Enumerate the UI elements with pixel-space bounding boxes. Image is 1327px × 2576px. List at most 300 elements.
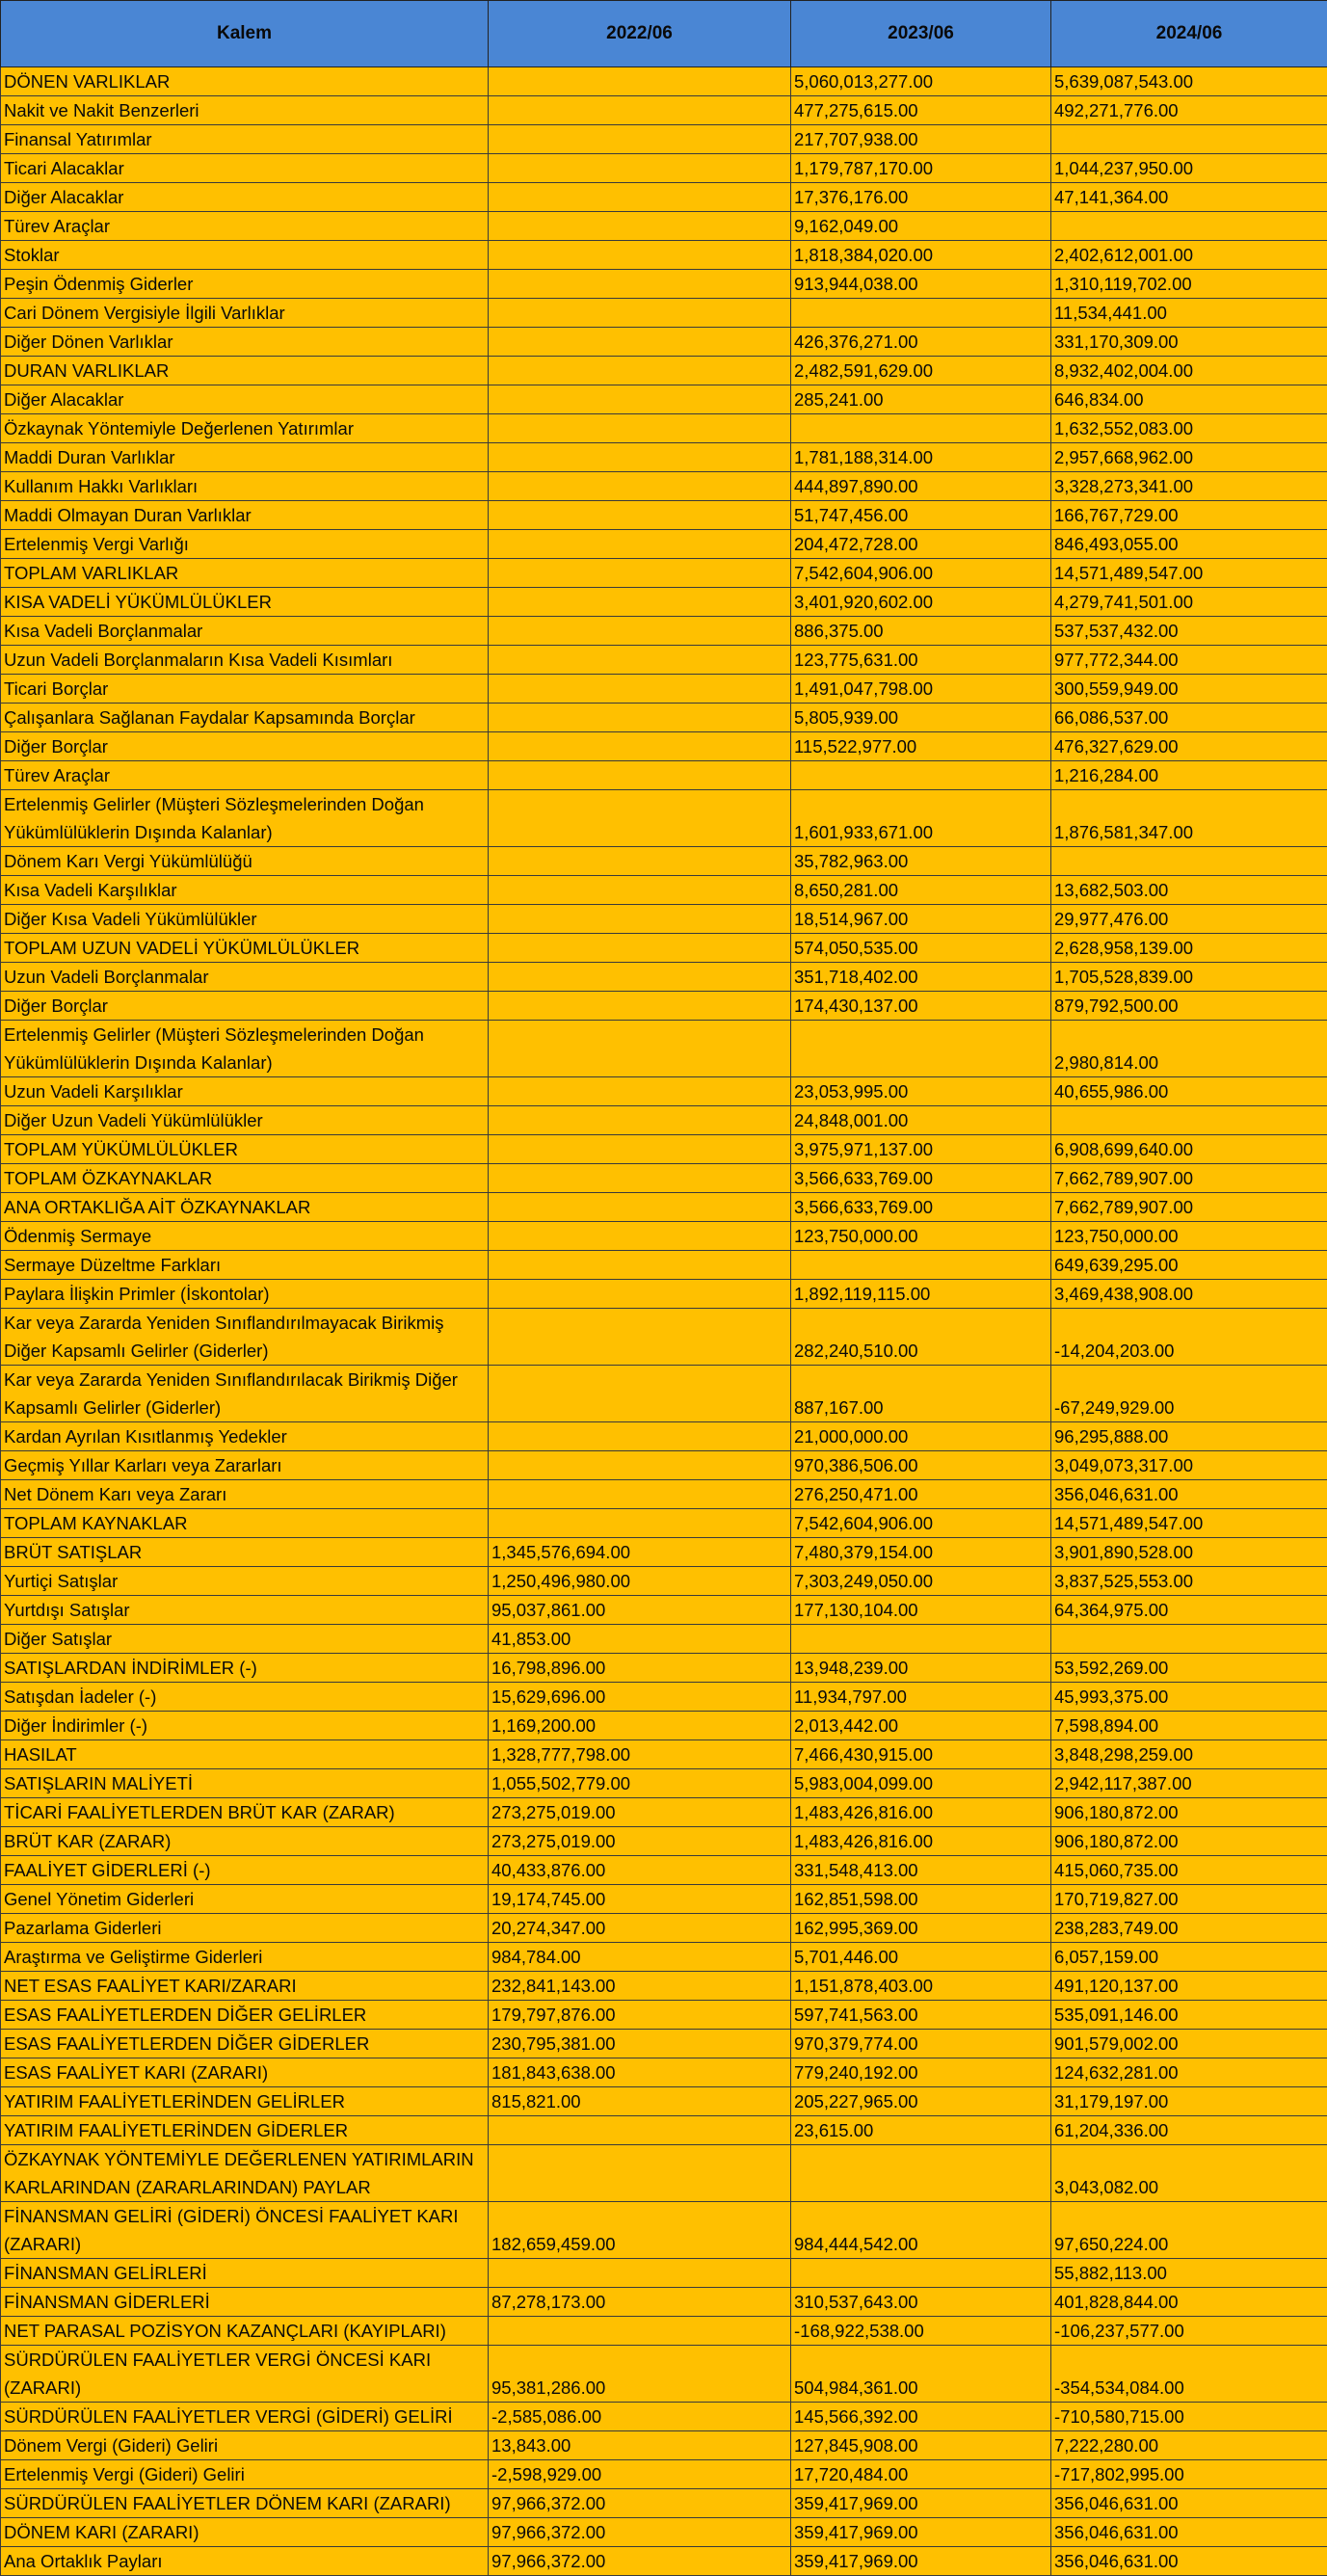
value-2024-06-cell[interactable]: 14,571,489,547.00	[1051, 559, 1327, 588]
value-2024-06-cell[interactable]: 13,682,503.00	[1051, 876, 1327, 905]
value-2023-06-cell[interactable]: 426,376,271.00	[791, 328, 1051, 357]
kalem-cell[interactable]: Genel Yönetim Giderleri	[1, 1885, 489, 1914]
value-2022-06-cell[interactable]	[489, 1222, 791, 1251]
value-2023-06-cell[interactable]: 477,275,615.00	[791, 96, 1051, 125]
value-2022-06-cell[interactable]: 20,274,347.00	[489, 1914, 791, 1943]
value-2024-06-cell[interactable]: 331,170,309.00	[1051, 328, 1327, 357]
kalem-cell[interactable]: Ana Ortaklık Payları	[1, 2547, 489, 2576]
value-2023-06-cell[interactable]: 5,805,939.00	[791, 704, 1051, 732]
kalem-cell[interactable]: Kısa Vadeli Borçlanmalar	[1, 617, 489, 646]
value-2024-06-cell[interactable]: 4,279,741,501.00	[1051, 588, 1327, 617]
value-2024-06-cell[interactable]: 901,579,002.00	[1051, 2030, 1327, 2058]
value-2023-06-cell[interactable]	[791, 1021, 1051, 1077]
value-2022-06-cell[interactable]: 181,843,638.00	[489, 2058, 791, 2087]
value-2023-06-cell[interactable]: 1,483,426,816.00	[791, 1827, 1051, 1856]
kalem-cell[interactable]: Paylara İlişkin Primler (İskontolar)	[1, 1280, 489, 1309]
value-2024-06-cell[interactable]: 3,043,082.00	[1051, 2145, 1327, 2202]
value-2022-06-cell[interactable]	[489, 732, 791, 761]
value-2023-06-cell[interactable]: 2,013,442.00	[791, 1712, 1051, 1740]
kalem-cell[interactable]: Yurtdışı Satışlar	[1, 1596, 489, 1625]
value-2022-06-cell[interactable]	[489, 299, 791, 328]
value-2023-06-cell[interactable]: 5,701,446.00	[791, 1943, 1051, 1972]
value-2024-06-cell[interactable]: 7,662,789,907.00	[1051, 1164, 1327, 1193]
value-2023-06-cell[interactable]: 9,162,049.00	[791, 212, 1051, 241]
value-2022-06-cell[interactable]: 273,275,019.00	[489, 1798, 791, 1827]
value-2024-06-cell[interactable]: 356,046,631.00	[1051, 2489, 1327, 2518]
value-2022-06-cell[interactable]: 1,169,200.00	[489, 1712, 791, 1740]
kalem-cell[interactable]: BRÜT SATIŞLAR	[1, 1538, 489, 1567]
kalem-cell[interactable]: BRÜT KAR (ZARAR)	[1, 1827, 489, 1856]
kalem-cell[interactable]: Pazarlama Giderleri	[1, 1914, 489, 1943]
value-2024-06-cell[interactable]: 96,295,888.00	[1051, 1422, 1327, 1451]
value-2022-06-cell[interactable]	[489, 992, 791, 1021]
kalem-cell[interactable]: Dönem Vergi (Gideri) Geliri	[1, 2431, 489, 2460]
value-2023-06-cell[interactable]: 574,050,535.00	[791, 934, 1051, 963]
value-2023-06-cell[interactable]: 779,240,192.00	[791, 2058, 1051, 2087]
kalem-cell[interactable]: ESAS FAALİYET KARI (ZARARI)	[1, 2058, 489, 2087]
value-2023-06-cell[interactable]: 1,781,188,314.00	[791, 443, 1051, 472]
value-2023-06-cell[interactable]: 913,944,038.00	[791, 270, 1051, 299]
value-2022-06-cell[interactable]	[489, 1021, 791, 1077]
value-2023-06-cell[interactable]: 204,472,728.00	[791, 530, 1051, 559]
value-2024-06-cell[interactable]: 238,283,749.00	[1051, 1914, 1327, 1943]
value-2024-06-cell[interactable]: 47,141,364.00	[1051, 183, 1327, 212]
value-2022-06-cell[interactable]	[489, 472, 791, 501]
kalem-cell[interactable]: Cari Dönem Vergisiyle İlgili Varlıklar	[1, 299, 489, 328]
value-2023-06-cell[interactable]: 886,375.00	[791, 617, 1051, 646]
kalem-cell[interactable]: Geçmiş Yıllar Karları veya Zararları	[1, 1451, 489, 1480]
kalem-cell[interactable]: Ertelenmiş Gelirler (Müşteri Sözleşmelerinden Doğan Yükümlülüklerin Dışında Kalanlar)	[1, 790, 489, 847]
kalem-cell[interactable]: Ticari Alacaklar	[1, 154, 489, 183]
value-2023-06-cell[interactable]: 162,851,598.00	[791, 1885, 1051, 1914]
value-2023-06-cell[interactable]: 145,566,392.00	[791, 2403, 1051, 2431]
value-2023-06-cell[interactable]	[791, 1251, 1051, 1280]
value-2022-06-cell[interactable]: 984,784.00	[489, 1943, 791, 1972]
value-2024-06-cell[interactable]: 906,180,872.00	[1051, 1827, 1327, 1856]
value-2024-06-cell[interactable]: 61,204,336.00	[1051, 2116, 1327, 2145]
kalem-cell[interactable]: Uzun Vadeli Borçlanmaların Kısa Vadeli Kısımları	[1, 646, 489, 675]
value-2024-06-cell[interactable]	[1051, 847, 1327, 876]
value-2024-06-cell[interactable]: 649,639,295.00	[1051, 1251, 1327, 1280]
value-2023-06-cell[interactable]: 282,240,510.00	[791, 1309, 1051, 1366]
value-2024-06-cell[interactable]: -106,237,577.00	[1051, 2317, 1327, 2346]
value-2022-06-cell[interactable]	[489, 934, 791, 963]
value-2022-06-cell[interactable]	[489, 241, 791, 270]
kalem-cell[interactable]: Diğer İndirimler (-)	[1, 1712, 489, 1740]
kalem-cell[interactable]: Sermaye Düzeltme Farkları	[1, 1251, 489, 1280]
kalem-cell[interactable]: SÜRDÜRÜLEN FAALİYETLER VERGİ (GİDERİ) GELİRİ	[1, 2403, 489, 2431]
value-2023-06-cell[interactable]: 35,782,963.00	[791, 847, 1051, 876]
kalem-cell[interactable]: Satışdan İadeler (-)	[1, 1683, 489, 1712]
value-2022-06-cell[interactable]	[489, 443, 791, 472]
kalem-cell[interactable]: DÖNEM KARI (ZARARI)	[1, 2518, 489, 2547]
value-2022-06-cell[interactable]	[489, 183, 791, 212]
value-2024-06-cell[interactable]: 170,719,827.00	[1051, 1885, 1327, 1914]
value-2022-06-cell[interactable]	[489, 1164, 791, 1193]
value-2022-06-cell[interactable]	[489, 905, 791, 934]
value-2023-06-cell[interactable]: 3,401,920,602.00	[791, 588, 1051, 617]
value-2024-06-cell[interactable]: 2,628,958,139.00	[1051, 934, 1327, 963]
value-2022-06-cell[interactable]: 179,797,876.00	[489, 2001, 791, 2030]
kalem-cell[interactable]: TOPLAM KAYNAKLAR	[1, 1509, 489, 1538]
value-2022-06-cell[interactable]: 97,966,372.00	[489, 2489, 791, 2518]
value-2023-06-cell[interactable]: 5,060,013,277.00	[791, 67, 1051, 96]
value-2023-06-cell[interactable]: 123,775,631.00	[791, 646, 1051, 675]
kalem-cell[interactable]: TOPLAM ÖZKAYNAKLAR	[1, 1164, 489, 1193]
value-2024-06-cell[interactable]: 66,086,537.00	[1051, 704, 1327, 732]
value-2023-06-cell[interactable]: 3,975,971,137.00	[791, 1135, 1051, 1164]
value-2022-06-cell[interactable]	[489, 212, 791, 241]
value-2024-06-cell[interactable]: 29,977,476.00	[1051, 905, 1327, 934]
kalem-cell[interactable]: FAALİYET GİDERLERİ (-)	[1, 1856, 489, 1885]
value-2022-06-cell[interactable]	[489, 2317, 791, 2346]
value-2023-06-cell[interactable]: 3,566,633,769.00	[791, 1193, 1051, 1222]
kalem-cell[interactable]: Kısa Vadeli Karşılıklar	[1, 876, 489, 905]
kalem-cell[interactable]: Ticari Borçlar	[1, 675, 489, 704]
kalem-cell[interactable]: TOPLAM VARLIKLAR	[1, 559, 489, 588]
value-2024-06-cell[interactable]: 97,650,224.00	[1051, 2202, 1327, 2259]
kalem-cell[interactable]: ANA ORTAKLIĞA AİT ÖZKAYNAKLAR	[1, 1193, 489, 1222]
kalem-cell[interactable]: FİNANSMAN GELİRLERİ	[1, 2259, 489, 2288]
value-2024-06-cell[interactable]: 1,632,552,083.00	[1051, 414, 1327, 443]
value-2024-06-cell[interactable]: 3,469,438,908.00	[1051, 1280, 1327, 1309]
value-2022-06-cell[interactable]	[489, 154, 791, 183]
kalem-cell[interactable]: Kardan Ayrılan Kısıtlanmış Yedekler	[1, 1422, 489, 1451]
value-2022-06-cell[interactable]	[489, 385, 791, 414]
value-2023-06-cell[interactable]: 17,376,176.00	[791, 183, 1051, 212]
value-2024-06-cell[interactable]: 7,662,789,907.00	[1051, 1193, 1327, 1222]
value-2023-06-cell[interactable]: 1,818,384,020.00	[791, 241, 1051, 270]
value-2023-06-cell[interactable]: 1,483,426,816.00	[791, 1798, 1051, 1827]
value-2023-06-cell[interactable]: 984,444,542.00	[791, 2202, 1051, 2259]
kalem-cell[interactable]: Ödenmiş Sermaye	[1, 1222, 489, 1251]
kalem-cell[interactable]: Diğer Alacaklar	[1, 183, 489, 212]
value-2023-06-cell[interactable]: 1,892,119,115.00	[791, 1280, 1051, 1309]
value-2022-06-cell[interactable]: 95,037,861.00	[489, 1596, 791, 1625]
kalem-cell[interactable]: Diğer Alacaklar	[1, 385, 489, 414]
value-2024-06-cell[interactable]: 53,592,269.00	[1051, 1654, 1327, 1683]
value-2022-06-cell[interactable]	[489, 1135, 791, 1164]
value-2024-06-cell[interactable]: 2,402,612,001.00	[1051, 241, 1327, 270]
value-2023-06-cell[interactable]: 444,897,890.00	[791, 472, 1051, 501]
kalem-cell[interactable]: SATIŞLARIN MALİYETİ	[1, 1769, 489, 1798]
value-2023-06-cell[interactable]: 1,151,878,403.00	[791, 1972, 1051, 2001]
value-2022-06-cell[interactable]	[489, 96, 791, 125]
value-2023-06-cell[interactable]: 123,750,000.00	[791, 1222, 1051, 1251]
kalem-cell[interactable]: Araştırma ve Geliştirme Giderleri	[1, 1943, 489, 1972]
value-2022-06-cell[interactable]	[489, 1077, 791, 1106]
value-2022-06-cell[interactable]	[489, 847, 791, 876]
value-2024-06-cell[interactable]: -14,204,203.00	[1051, 1309, 1327, 1366]
value-2023-06-cell[interactable]	[791, 2145, 1051, 2202]
value-2023-06-cell[interactable]: 7,542,604,906.00	[791, 1509, 1051, 1538]
value-2022-06-cell[interactable]: 41,853.00	[489, 1625, 791, 1654]
value-2024-06-cell[interactable]: 8,932,402,004.00	[1051, 357, 1327, 385]
value-2022-06-cell[interactable]	[489, 1193, 791, 1222]
kalem-cell[interactable]: Diğer Borçlar	[1, 732, 489, 761]
value-2023-06-cell[interactable]: 359,417,969.00	[791, 2489, 1051, 2518]
value-2022-06-cell[interactable]: 15,629,696.00	[489, 1683, 791, 1712]
kalem-cell[interactable]: Net Dönem Karı veya Zararı	[1, 1480, 489, 1509]
header-2022-06[interactable]: 2022/06	[489, 1, 791, 67]
value-2022-06-cell[interactable]: -2,598,929.00	[489, 2460, 791, 2489]
value-2024-06-cell[interactable]: 1,216,284.00	[1051, 761, 1327, 790]
value-2022-06-cell[interactable]	[489, 1366, 791, 1422]
kalem-cell[interactable]: Diğer Dönen Varlıklar	[1, 328, 489, 357]
kalem-cell[interactable]: ÖZKAYNAK YÖNTEMİYLE DEĞERLENEN YATIRIMLARIN KARLARINDAN (ZARARLARINDAN) PAYLAR	[1, 2145, 489, 2202]
value-2022-06-cell[interactable]: 13,843.00	[489, 2431, 791, 2460]
kalem-cell[interactable]: Ertelenmiş Gelirler (Müşteri Sözleşmelerinden Doğan Yükümlülüklerin Dışında Kalanlar)	[1, 1021, 489, 1077]
value-2023-06-cell[interactable]: 359,417,969.00	[791, 2518, 1051, 2547]
kalem-cell[interactable]: FİNANSMAN GİDERLERİ	[1, 2288, 489, 2317]
value-2024-06-cell[interactable]: 3,328,273,341.00	[1051, 472, 1327, 501]
value-2024-06-cell[interactable]: 977,772,344.00	[1051, 646, 1327, 675]
kalem-cell[interactable]: Kar veya Zararda Yeniden Sınıflandırılacak Birikmiş Diğer Kapsamlı Gelirler (Giderler)	[1, 1366, 489, 1422]
kalem-cell[interactable]: Peşin Ödenmiş Giderler	[1, 270, 489, 299]
kalem-cell[interactable]: NET ESAS FAALİYET KARI/ZARARI	[1, 1972, 489, 2001]
value-2022-06-cell[interactable]	[489, 704, 791, 732]
value-2023-06-cell[interactable]: 887,167.00	[791, 1366, 1051, 1422]
value-2023-06-cell[interactable]: 970,386,506.00	[791, 1451, 1051, 1480]
value-2024-06-cell[interactable]: 3,837,525,553.00	[1051, 1567, 1327, 1596]
value-2023-06-cell[interactable]: 7,466,430,915.00	[791, 1740, 1051, 1769]
value-2023-06-cell[interactable]: 18,514,967.00	[791, 905, 1051, 934]
value-2023-06-cell[interactable]: 177,130,104.00	[791, 1596, 1051, 1625]
value-2022-06-cell[interactable]	[489, 67, 791, 96]
kalem-cell[interactable]: NET PARASAL POZİSYON KAZANÇLARI (KAYIPLARI)	[1, 2317, 489, 2346]
kalem-cell[interactable]: Yurtiçi Satışlar	[1, 1567, 489, 1596]
kalem-cell[interactable]: Maddi Olmayan Duran Varlıklar	[1, 501, 489, 530]
value-2022-06-cell[interactable]	[489, 1280, 791, 1309]
value-2023-06-cell[interactable]: 597,741,563.00	[791, 2001, 1051, 2030]
value-2024-06-cell[interactable]: 1,705,528,839.00	[1051, 963, 1327, 992]
value-2023-06-cell[interactable]: 1,179,787,170.00	[791, 154, 1051, 183]
value-2024-06-cell[interactable]: 40,655,986.00	[1051, 1077, 1327, 1106]
kalem-cell[interactable]: TİCARİ FAALİYETLERDEN BRÜT KAR (ZARAR)	[1, 1798, 489, 1827]
value-2023-06-cell[interactable]: 174,430,137.00	[791, 992, 1051, 1021]
value-2022-06-cell[interactable]: 19,174,745.00	[489, 1885, 791, 1914]
value-2023-06-cell[interactable]	[791, 1625, 1051, 1654]
value-2022-06-cell[interactable]	[489, 2145, 791, 2202]
kalem-cell[interactable]: Diğer Satışlar	[1, 1625, 489, 1654]
value-2022-06-cell[interactable]: 230,795,381.00	[489, 2030, 791, 2058]
kalem-cell[interactable]: Nakit ve Nakit Benzerleri	[1, 96, 489, 125]
value-2023-06-cell[interactable]: 127,845,908.00	[791, 2431, 1051, 2460]
value-2023-06-cell[interactable]: 276,250,471.00	[791, 1480, 1051, 1509]
value-2024-06-cell[interactable]: 535,091,146.00	[1051, 2001, 1327, 2030]
value-2022-06-cell[interactable]	[489, 646, 791, 675]
header-kalem[interactable]: Kalem	[1, 1, 489, 67]
kalem-cell[interactable]: Çalışanlara Sağlanan Faydalar Kapsamında Borçlar	[1, 704, 489, 732]
value-2024-06-cell[interactable]: 55,882,113.00	[1051, 2259, 1327, 2288]
value-2023-06-cell[interactable]: 7,303,249,050.00	[791, 1567, 1051, 1596]
value-2023-06-cell[interactable]	[791, 299, 1051, 328]
value-2022-06-cell[interactable]: 1,055,502,779.00	[489, 1769, 791, 1798]
value-2024-06-cell[interactable]	[1051, 1106, 1327, 1135]
value-2024-06-cell[interactable]: 166,767,729.00	[1051, 501, 1327, 530]
header-2023-06[interactable]: 2023/06	[791, 1, 1051, 67]
kalem-cell[interactable]: TOPLAM UZUN VADELİ YÜKÜMLÜLÜKLER	[1, 934, 489, 963]
value-2022-06-cell[interactable]: 182,659,459.00	[489, 2202, 791, 2259]
value-2022-06-cell[interactable]	[489, 125, 791, 154]
value-2024-06-cell[interactable]: 2,957,668,962.00	[1051, 443, 1327, 472]
kalem-cell[interactable]: Kullanım Hakkı Varlıkları	[1, 472, 489, 501]
value-2024-06-cell[interactable]: 879,792,500.00	[1051, 992, 1327, 1021]
value-2024-06-cell[interactable]: 5,639,087,543.00	[1051, 67, 1327, 96]
value-2024-06-cell[interactable]: 3,901,890,528.00	[1051, 1538, 1327, 1567]
value-2022-06-cell[interactable]: 1,345,576,694.00	[489, 1538, 791, 1567]
value-2024-06-cell[interactable]: 3,049,073,317.00	[1051, 1451, 1327, 1480]
value-2022-06-cell[interactable]	[489, 2116, 791, 2145]
value-2023-06-cell[interactable]: 285,241.00	[791, 385, 1051, 414]
value-2024-06-cell[interactable]: 846,493,055.00	[1051, 530, 1327, 559]
value-2022-06-cell[interactable]	[489, 963, 791, 992]
value-2022-06-cell[interactable]	[489, 559, 791, 588]
value-2022-06-cell[interactable]	[489, 270, 791, 299]
value-2024-06-cell[interactable]: -717,802,995.00	[1051, 2460, 1327, 2489]
kalem-cell[interactable]: Özkaynak Yöntemiyle Değerlenen Yatırımlar	[1, 414, 489, 443]
value-2022-06-cell[interactable]	[489, 1309, 791, 1366]
kalem-cell[interactable]: Maddi Duran Varlıklar	[1, 443, 489, 472]
value-2023-06-cell[interactable]: 331,548,413.00	[791, 1856, 1051, 1885]
kalem-cell[interactable]: Diğer Borçlar	[1, 992, 489, 1021]
value-2023-06-cell[interactable]: 359,417,969.00	[791, 2547, 1051, 2576]
value-2023-06-cell[interactable]: 162,995,369.00	[791, 1914, 1051, 1943]
value-2024-06-cell[interactable]: 7,222,280.00	[1051, 2431, 1327, 2460]
value-2023-06-cell[interactable]: 115,522,977.00	[791, 732, 1051, 761]
value-2023-06-cell[interactable]	[791, 414, 1051, 443]
value-2024-06-cell[interactable]: 492,271,776.00	[1051, 96, 1327, 125]
value-2023-06-cell[interactable]: 310,537,643.00	[791, 2288, 1051, 2317]
value-2022-06-cell[interactable]	[489, 1422, 791, 1451]
value-2022-06-cell[interactable]	[489, 501, 791, 530]
value-2022-06-cell[interactable]	[489, 617, 791, 646]
value-2024-06-cell[interactable]: 2,942,117,387.00	[1051, 1769, 1327, 1798]
value-2024-06-cell[interactable]: 1,310,119,702.00	[1051, 270, 1327, 299]
value-2024-06-cell[interactable]: 3,848,298,259.00	[1051, 1740, 1327, 1769]
kalem-cell[interactable]: Türev Araçlar	[1, 212, 489, 241]
value-2023-06-cell[interactable]: 351,718,402.00	[791, 963, 1051, 992]
value-2023-06-cell[interactable]	[791, 2259, 1051, 2288]
value-2022-06-cell[interactable]: 95,381,286.00	[489, 2346, 791, 2403]
value-2023-06-cell[interactable]: 1,491,047,798.00	[791, 675, 1051, 704]
kalem-cell[interactable]: ESAS FAALİYETLERDEN DİĞER GELİRLER	[1, 2001, 489, 2030]
kalem-cell[interactable]: Stoklar	[1, 241, 489, 270]
value-2024-06-cell[interactable]: 415,060,735.00	[1051, 1856, 1327, 1885]
value-2023-06-cell[interactable]: 21,000,000.00	[791, 1422, 1051, 1451]
value-2023-06-cell[interactable]: 7,542,604,906.00	[791, 559, 1051, 588]
value-2022-06-cell[interactable]	[489, 876, 791, 905]
value-2024-06-cell[interactable]: 401,828,844.00	[1051, 2288, 1327, 2317]
value-2024-06-cell[interactable]: 906,180,872.00	[1051, 1798, 1327, 1827]
value-2024-06-cell[interactable]	[1051, 125, 1327, 154]
value-2023-06-cell[interactable]: 3,566,633,769.00	[791, 1164, 1051, 1193]
kalem-cell[interactable]: Diğer Uzun Vadeli Yükümlülükler	[1, 1106, 489, 1135]
value-2022-06-cell[interactable]	[489, 530, 791, 559]
value-2022-06-cell[interactable]: 273,275,019.00	[489, 1827, 791, 1856]
value-2022-06-cell[interactable]: -2,585,086.00	[489, 2403, 791, 2431]
value-2022-06-cell[interactable]: 40,433,876.00	[489, 1856, 791, 1885]
value-2023-06-cell[interactable]: 504,984,361.00	[791, 2346, 1051, 2403]
value-2022-06-cell[interactable]	[489, 1251, 791, 1280]
value-2023-06-cell[interactable]: 23,615.00	[791, 2116, 1051, 2145]
value-2024-06-cell[interactable]: 356,046,631.00	[1051, 2518, 1327, 2547]
value-2023-06-cell[interactable]: 217,707,938.00	[791, 125, 1051, 154]
value-2024-06-cell[interactable]: -710,580,715.00	[1051, 2403, 1327, 2431]
value-2024-06-cell[interactable]	[1051, 212, 1327, 241]
kalem-cell[interactable]: Uzun Vadeli Karşılıklar	[1, 1077, 489, 1106]
kalem-cell[interactable]: Ertelenmiş Vergi Varlığı	[1, 530, 489, 559]
value-2023-06-cell[interactable]: 13,948,239.00	[791, 1654, 1051, 1683]
value-2022-06-cell[interactable]	[489, 414, 791, 443]
kalem-cell[interactable]: YATIRIM FAALİYETLERİNDEN GELİRLER	[1, 2087, 489, 2116]
value-2024-06-cell[interactable]	[1051, 1625, 1327, 1654]
value-2024-06-cell[interactable]: 6,057,159.00	[1051, 1943, 1327, 1972]
value-2024-06-cell[interactable]: 2,980,814.00	[1051, 1021, 1327, 1077]
value-2023-06-cell[interactable]: 205,227,965.00	[791, 2087, 1051, 2116]
kalem-cell[interactable]: SÜRDÜRÜLEN FAALİYETLER DÖNEM KARI (ZARARI)	[1, 2489, 489, 2518]
value-2022-06-cell[interactable]	[489, 2259, 791, 2288]
value-2024-06-cell[interactable]: -354,534,084.00	[1051, 2346, 1327, 2403]
value-2022-06-cell[interactable]: 815,821.00	[489, 2087, 791, 2116]
value-2022-06-cell[interactable]	[489, 790, 791, 847]
value-2022-06-cell[interactable]: 16,798,896.00	[489, 1654, 791, 1683]
value-2022-06-cell[interactable]	[489, 1480, 791, 1509]
kalem-cell[interactable]: DURAN VARLIKLAR	[1, 357, 489, 385]
value-2022-06-cell[interactable]: 97,966,372.00	[489, 2518, 791, 2547]
value-2024-06-cell[interactable]: 7,598,894.00	[1051, 1712, 1327, 1740]
kalem-cell[interactable]: SATIŞLARDAN İNDİRİMLER (-)	[1, 1654, 489, 1683]
value-2022-06-cell[interactable]	[489, 675, 791, 704]
value-2023-06-cell[interactable]: 8,650,281.00	[791, 876, 1051, 905]
value-2023-06-cell[interactable]: 23,053,995.00	[791, 1077, 1051, 1106]
value-2024-06-cell[interactable]: 124,632,281.00	[1051, 2058, 1327, 2087]
kalem-cell[interactable]: Finansal Yatırımlar	[1, 125, 489, 154]
value-2024-06-cell[interactable]: 356,046,631.00	[1051, 2547, 1327, 2576]
value-2024-06-cell[interactable]: -67,249,929.00	[1051, 1366, 1327, 1422]
kalem-cell[interactable]: SÜRDÜRÜLEN FAALİYETLER VERGİ ÖNCESİ KARI (ZARARI)	[1, 2346, 489, 2403]
value-2023-06-cell[interactable]: 11,934,797.00	[791, 1683, 1051, 1712]
value-2022-06-cell[interactable]	[489, 1509, 791, 1538]
value-2023-06-cell[interactable]: 51,747,456.00	[791, 501, 1051, 530]
value-2023-06-cell[interactable]: 7,480,379,154.00	[791, 1538, 1051, 1567]
kalem-cell[interactable]: Uzun Vadeli Borçlanmalar	[1, 963, 489, 992]
value-2024-06-cell[interactable]: 1,876,581,347.00	[1051, 790, 1327, 847]
value-2022-06-cell[interactable]: 1,250,496,980.00	[489, 1567, 791, 1596]
value-2023-06-cell[interactable]: 970,379,774.00	[791, 2030, 1051, 2058]
kalem-cell[interactable]: ESAS FAALİYETLERDEN DİĞER GİDERLER	[1, 2030, 489, 2058]
kalem-cell[interactable]: TOPLAM YÜKÜMLÜLÜKLER	[1, 1135, 489, 1164]
kalem-cell[interactable]: KISA VADELİ YÜKÜMLÜLÜKLER	[1, 588, 489, 617]
kalem-cell[interactable]: Ertelenmiş Vergi (Gideri) Geliri	[1, 2460, 489, 2489]
value-2024-06-cell[interactable]: 356,046,631.00	[1051, 1480, 1327, 1509]
value-2023-06-cell[interactable]: -168,922,538.00	[791, 2317, 1051, 2346]
value-2024-06-cell[interactable]: 537,537,432.00	[1051, 617, 1327, 646]
value-2022-06-cell[interactable]	[489, 588, 791, 617]
value-2024-06-cell[interactable]: 45,993,375.00	[1051, 1683, 1327, 1712]
value-2023-06-cell[interactable]: 1,601,933,671.00	[791, 790, 1051, 847]
value-2024-06-cell[interactable]: 300,559,949.00	[1051, 675, 1327, 704]
value-2024-06-cell[interactable]: 6,908,699,640.00	[1051, 1135, 1327, 1164]
value-2023-06-cell[interactable]	[791, 761, 1051, 790]
header-2024-06[interactable]: 2024/06	[1051, 1, 1327, 67]
value-2022-06-cell[interactable]	[489, 761, 791, 790]
value-2024-06-cell[interactable]: 14,571,489,547.00	[1051, 1509, 1327, 1538]
value-2024-06-cell[interactable]: 123,750,000.00	[1051, 1222, 1327, 1251]
value-2024-06-cell[interactable]: 476,327,629.00	[1051, 732, 1327, 761]
kalem-cell[interactable]: DÖNEN VARLIKLAR	[1, 67, 489, 96]
kalem-cell[interactable]: YATIRIM FAALİYETLERİNDEN GİDERLER	[1, 2116, 489, 2145]
